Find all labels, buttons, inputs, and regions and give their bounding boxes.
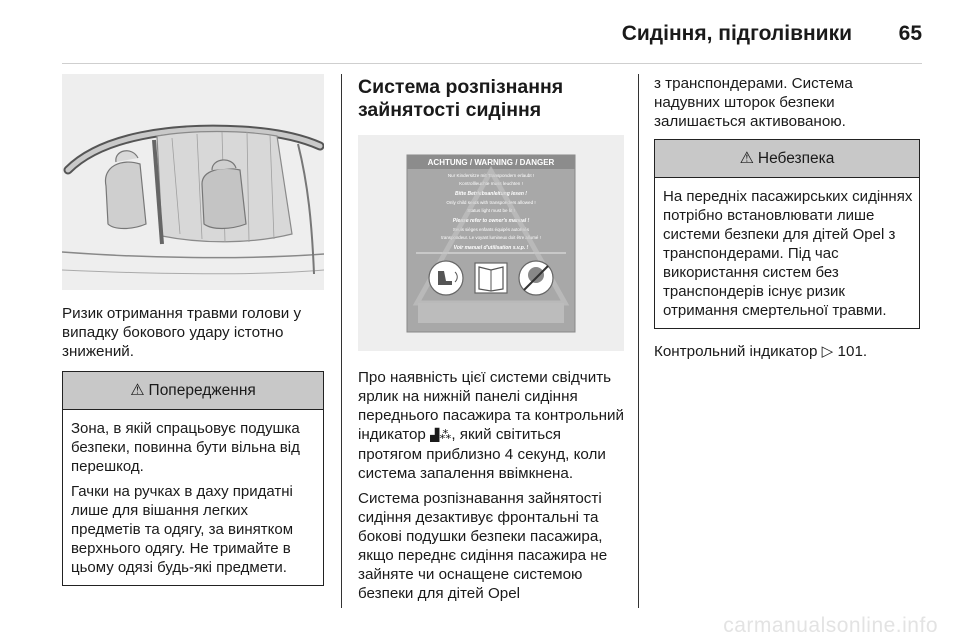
label-line-4: Only child seats with transponders allowed ! — [446, 200, 536, 205]
danger-paragraph: На передніх пасажирських сидіннях потрібно встановлювати лише системи безпеки для дітей Opel з транспондерами. Під час використання систем без транспондерів існує ризик отримання смертельної травми. — [663, 188, 913, 319]
label-line-8: transpondeur. Le voyant lumineux doit être allumé ! — [441, 235, 541, 240]
child-seat-transponder-icon — [429, 261, 463, 295]
warning-box — [62, 371, 324, 586]
warning-paragraph-2: Гачки на ручках в даху придатні лише для вішання легких предметів та одягу, за винятком верхнього одягу. Не тримайте в цьому одязі будь-які предмети. — [71, 483, 294, 576]
page-reference-arrow-icon: ▷ — [821, 343, 834, 360]
watermark: carmanualsonline.info — [723, 614, 938, 637]
header-divider — [62, 63, 922, 64]
passenger-seat-label-image — [358, 135, 624, 351]
label-header-text: ACHTUNG / WARNING / DANGER — [427, 158, 555, 167]
danger-title: Небезпека — [757, 150, 835, 167]
warning-triangle-icon: ⚠ — [130, 381, 145, 399]
seat-occupancy-indicator-icon: ▟⁂ — [430, 428, 452, 442]
system-deactivation-paragraph: Система розпізнавання зайнятості сидіння дезактивує фронтальні та бокові подушки безпеки пасажира, якщо переднє сидіння пасажира не зайняте чи оснащене системою безпеки для дітей Opel — [358, 490, 608, 602]
curtain-airbag-illustration — [62, 74, 324, 290]
column-2 — [358, 74, 624, 603]
column-1 — [62, 74, 324, 586]
curtain-airbag-active-paragraph: з транспондерами. Система надувних шторок безпеки залишається активованою. — [654, 75, 853, 130]
label-line-7: Seuls sièges enfants équipés autorisés — [452, 227, 530, 232]
head-injury-paragraph: Ризик отримання травми голови у випадку бокового удару істотно знижений. — [62, 305, 302, 360]
header-title: Сидіння, підголівники — [621, 22, 852, 45]
system-presence-paragraph — [358, 368, 624, 483]
danger-body — [655, 178, 919, 328]
airbag-warning-label-drawing — [358, 135, 624, 351]
system-presence-text-1: Про наявність цієї системи свідчить ярлик на нижній панелі сидіння переднього пасажира та контрольний індикатор — [358, 369, 624, 443]
warning-paragraph-1: Зона, в якій спрацьовує подушка безпеки, повинна бути вільна від перешкод. — [71, 420, 300, 475]
danger-header — [655, 140, 919, 178]
system-presence-text-2: , який світиться протягом приблизно 4 секунд, коли система запалення ввімкнена. — [358, 426, 606, 482]
label-line-6: Please refer to owner's manual ! — [452, 218, 530, 224]
warning-body — [63, 410, 323, 585]
column-3 — [654, 74, 920, 361]
label-line-5: Status light must be lit ! — [467, 208, 515, 213]
danger-box — [654, 139, 920, 329]
label-line-2: Kontrollleuchte muss leuchten ! — [459, 181, 523, 186]
column-divider-2 — [638, 74, 639, 608]
warning-header — [63, 372, 323, 410]
indicator-reference-paragraph — [654, 342, 920, 361]
label-line-3: Bitte Betriebsanleitung lesen ! — [455, 191, 527, 197]
column-divider-1 — [341, 74, 342, 608]
warning-triangle-icon: ⚠ — [739, 149, 754, 167]
car-interior-drawing — [62, 74, 324, 290]
page-header — [0, 0, 960, 62]
indicator-reference-text: Контрольний індикатор — [654, 343, 822, 360]
page-number: 65 — [898, 22, 922, 45]
label-line-1: Nur Kindersitze mit Transpondern erlaubt ! — [447, 173, 535, 178]
section-title: Система розпізнання зайнятості сидіння — [358, 76, 564, 121]
label-line-9: Voir manuel d'utilisation s.v.p. ! — [453, 245, 529, 251]
warning-title: Попередження — [148, 382, 256, 399]
page-reference-link[interactable]: 101. — [833, 343, 868, 360]
